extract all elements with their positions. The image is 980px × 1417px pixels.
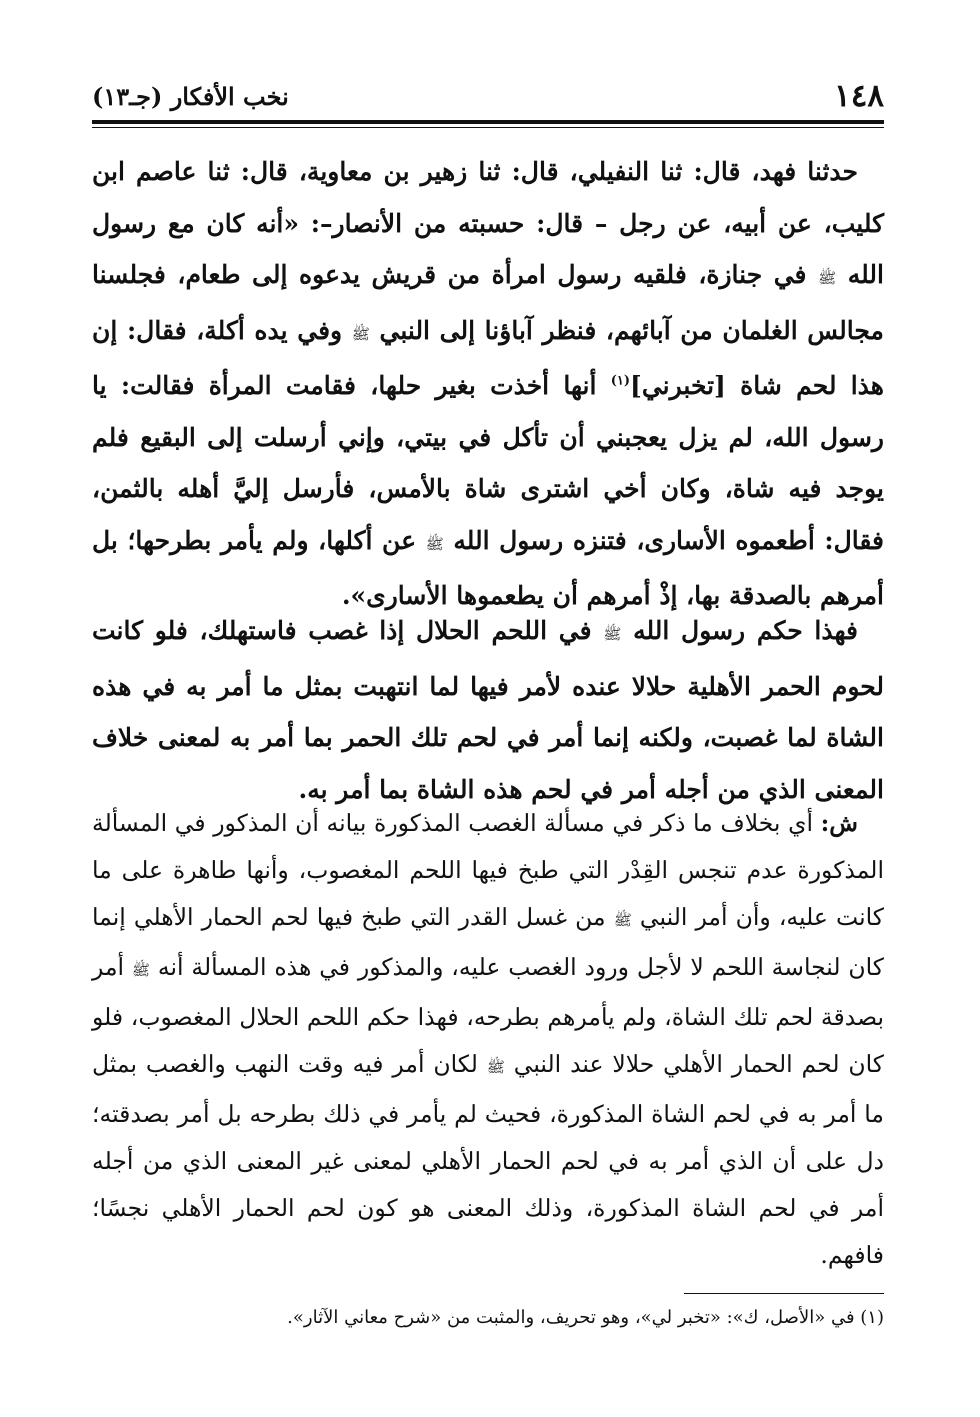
explanation-text-4: لكان أمر فيه وقت النهب والغصب بمثل ما أمر به في لحم الشاة المذكورة، فحيث لم يأمر في ذلك بطرحه بل أمر بصدقته؛ دل على أن الذي أمر به في لحم الحمار الأهلي لمعنى غير المعنى الذي من أجله أمر في لحم الشاة المذكورة، وذلك المعنى هو كون لحم الحمار الأهلي نجسًا؛ فافهم. [92,1050,884,1269]
hadith-text-2: في جنازة، فلقيه رسول امرأة من قريش يدعوه إلى طعام، فجلسنا مجالس الغلمان من آبائهم، فنظر آباؤنا إلى النبي [92,260,884,345]
salutation-glyph: ﷺ [486,1058,505,1076]
hadith-text-1: حدثنا فهد، قال: ثنا النفيلي، قال: ثنا زهير بن معاوية، قال: ثنا عاصم ابن كليب، عن أبيه، عن رجل – قال: حسبته من الأنصار–: «أنه كان مع رسول الله [92,157,884,289]
hadith-text-3: وفي يده أكلة، فقال: إن هذا لحم شاة [تخبرني] [92,315,884,400]
salutation-glyph: ﷺ [351,324,370,343]
salutation-glyph: ﷺ [131,961,151,979]
page-number: ١٤٨ [834,78,884,114]
explanation-text-2: من غسل القدر التي طبخ فيها لحم الحمار الأهلي إنما كان لنجاسة اللحم لا لأجل ورود الغصب عليه، والمذكور في هذه المسألة أنه [92,903,884,981]
explanation-text-3: أمر بصدقة لحم تلك الشاة، ولم يأمرهم بطرحه، فهذا حكم اللحم الحلال المغصوب، فلو كان لحم الحمار الأهلي حلالا عند النبي [92,953,884,1078]
footnote: (١) في «الأصل، ك»: «تخبر لي»، وهو تحريف، والمثبت من «شرح معاني الآثار». [287,1307,884,1328]
salutation-glyph: ﷺ [613,911,632,929]
hadith-text-4: أنها أخذت بغير حلها، فقامت المرأة فقالت: يا رسول الله، لم يزل يعجبني أن تأكل في بيتي، وإني أرسلت إلى البقيع فلم يوجد فيه شاة، وكان أخي اشترى شاة بالأمس، فأرسل إليَّ أهله بالثمن، فقال: أطعموه الأسارى، فتنزه رسول الله [92,371,884,555]
running-title: نخب الأفكار (جـ١٣) [92,82,289,111]
hadith-paragraph [92,146,884,622]
commentary-text-2: في اللحم الحلال إذا غصب فاستهلك، فلو كانت لحوم الحمر الأهلية حلالا عنده لأمر فيها لما انتهبت بمثل ما أمر به في هذه الشاة لما غصبت، ولكنه إنما أمر في لحم تلك الحمر بما أمر به لمعنى خلاف المعنى الذي من أجله أمر في لحم هذه الشاة بما أمر به. [92,616,884,804]
commentary-paragraph [92,605,884,815]
footnote-marker: (١) [610,373,630,389]
explanation-text-1: أي بخلاف ما ذكر في مسألة الغصب المذكورة بيانه أن المذكور في المسألة المذكورة عدم تنجس القِدْر التي طبخ فيها اللحم المغصوب، وأنها طاهرة على ما كانت عليه، وأن أمر النبي [92,809,884,931]
salutation-glyph: ﷺ [603,625,622,643]
sharh-label: ش: [820,809,858,837]
salutation-glyph: ﷺ [425,534,444,553]
header-rule-thick [92,120,884,124]
commentary-text-1: فهذا حكم رسول الله [633,616,858,645]
footnote-separator [684,1293,884,1294]
explanation-paragraph [92,800,884,1279]
header-rule-thin [92,127,884,128]
salutation-glyph: ﷺ [818,269,837,287]
page-header [92,72,884,118]
hadith-text-5: عن أكلها، ولم يأمر بطرحها؛ بل أمرهم بالصدقة بها، إذْ أمرهم أن يطعموها الأسارى». [92,525,884,610]
